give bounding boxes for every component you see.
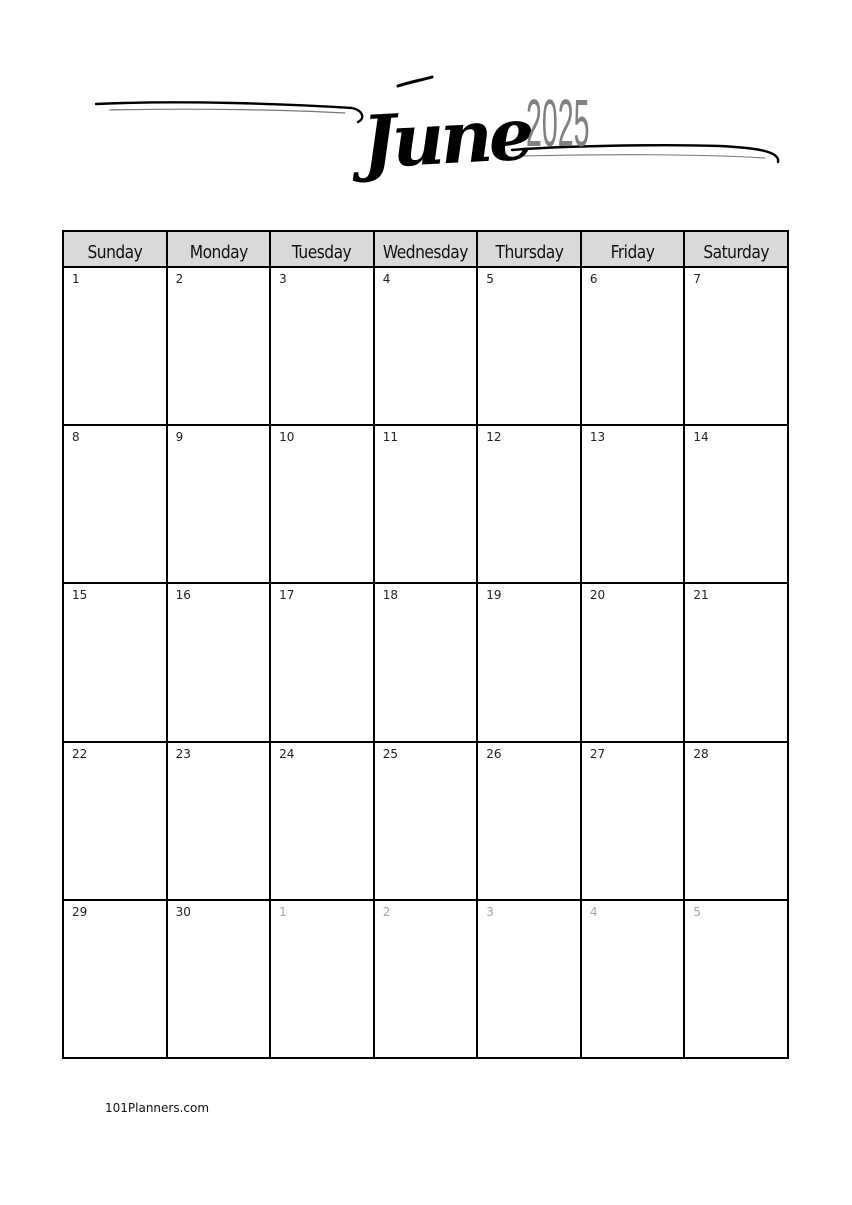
day-cell[interactable] xyxy=(167,742,271,900)
day-cell[interactable] xyxy=(684,583,788,741)
day-cell-next-month[interactable] xyxy=(477,900,581,1058)
day-number-next-month: 2 xyxy=(382,904,391,919)
day-number: 6 xyxy=(589,272,598,286)
day-number-next-month: 4 xyxy=(589,904,598,919)
day-cell[interactable] xyxy=(63,583,167,741)
day-cell[interactable] xyxy=(374,742,478,900)
week-row xyxy=(63,583,788,741)
weekday-header-saturday: Saturday xyxy=(684,231,788,267)
day-number: 8 xyxy=(72,430,80,445)
day-cell[interactable] xyxy=(581,583,685,741)
day-cell[interactable] xyxy=(270,267,374,425)
left-flourish-shadow xyxy=(110,109,345,113)
day-cell[interactable] xyxy=(63,267,167,425)
weekday-header-row xyxy=(63,231,788,267)
day-cell[interactable] xyxy=(167,425,271,583)
day-cell[interactable] xyxy=(167,900,271,1058)
footer-site-credit: 101Planners.com xyxy=(105,1101,210,1115)
day-number: 27 xyxy=(589,746,606,761)
day-number: 1 xyxy=(72,272,80,286)
day-cell[interactable] xyxy=(374,267,478,425)
day-cell-next-month[interactable] xyxy=(684,900,788,1058)
day-number: 28 xyxy=(693,746,709,761)
day-number: 17 xyxy=(279,588,295,603)
day-number: 19 xyxy=(486,588,502,603)
day-cell-next-month[interactable] xyxy=(374,900,478,1058)
day-number: 7 xyxy=(693,272,702,286)
day-number-next-month: 1 xyxy=(279,904,287,919)
week-row xyxy=(63,742,788,900)
day-number: 29 xyxy=(72,904,88,919)
day-number: 5 xyxy=(486,272,494,286)
day-number: 14 xyxy=(693,430,709,445)
day-cell[interactable] xyxy=(63,425,167,583)
day-number: 22 xyxy=(72,746,88,761)
day-number: 15 xyxy=(72,588,88,603)
weekday-header-sunday: Sunday xyxy=(63,231,167,267)
day-number: 16 xyxy=(175,588,191,603)
day-cell[interactable] xyxy=(684,425,788,583)
month-title-art xyxy=(0,0,852,220)
weekday-header-thursday: Thursday xyxy=(477,231,581,267)
day-cell[interactable] xyxy=(581,742,685,900)
title-accent xyxy=(398,77,432,86)
day-number: 3 xyxy=(279,272,287,286)
day-cell-next-month[interactable] xyxy=(581,900,685,1058)
day-number: 13 xyxy=(589,430,606,445)
day-cell[interactable] xyxy=(477,267,581,425)
month-calendar-grid xyxy=(62,230,789,1059)
day-number-next-month: 3 xyxy=(486,904,494,919)
day-cell[interactable] xyxy=(270,742,374,900)
day-number: 18 xyxy=(382,588,398,603)
day-number: 26 xyxy=(486,746,502,761)
day-number: 4 xyxy=(382,272,391,286)
week-row xyxy=(63,425,788,583)
week-row xyxy=(63,267,788,425)
day-number: 11 xyxy=(382,430,398,445)
day-number: 20 xyxy=(589,588,606,603)
day-cell[interactable] xyxy=(477,583,581,741)
day-cell[interactable] xyxy=(63,900,167,1058)
day-cell[interactable] xyxy=(581,267,685,425)
year-text: 2025 xyxy=(526,86,590,161)
day-cell[interactable] xyxy=(477,425,581,583)
day-cell[interactable] xyxy=(477,742,581,900)
day-number: 23 xyxy=(175,746,191,761)
weekday-header-tuesday: Tuesday xyxy=(270,231,374,267)
day-cell[interactable] xyxy=(167,583,271,741)
day-cell[interactable] xyxy=(167,267,271,425)
day-number: 12 xyxy=(486,430,502,445)
day-number: 25 xyxy=(382,746,398,761)
day-cell-next-month[interactable] xyxy=(270,900,374,1058)
day-cell[interactable] xyxy=(684,267,788,425)
day-cell[interactable] xyxy=(270,583,374,741)
day-cell[interactable] xyxy=(684,742,788,900)
day-number: 9 xyxy=(175,430,184,445)
day-number-next-month: 5 xyxy=(693,904,702,919)
weekday-header-friday: Friday xyxy=(581,231,685,267)
day-cell[interactable] xyxy=(63,742,167,900)
month-script-text: June xyxy=(359,90,533,185)
day-number: 10 xyxy=(279,430,295,445)
day-number: 30 xyxy=(175,904,191,919)
weekday-header-wednesday: Wednesday xyxy=(374,231,478,267)
weekday-header-monday: Monday xyxy=(167,231,271,267)
day-number: 21 xyxy=(693,588,709,603)
day-cell[interactable] xyxy=(270,425,374,583)
day-number: 2 xyxy=(175,272,184,286)
week-row xyxy=(63,900,788,1058)
day-cell[interactable] xyxy=(374,425,478,583)
day-cell[interactable] xyxy=(581,425,685,583)
day-cell[interactable] xyxy=(374,583,478,741)
day-number: 24 xyxy=(279,746,295,761)
